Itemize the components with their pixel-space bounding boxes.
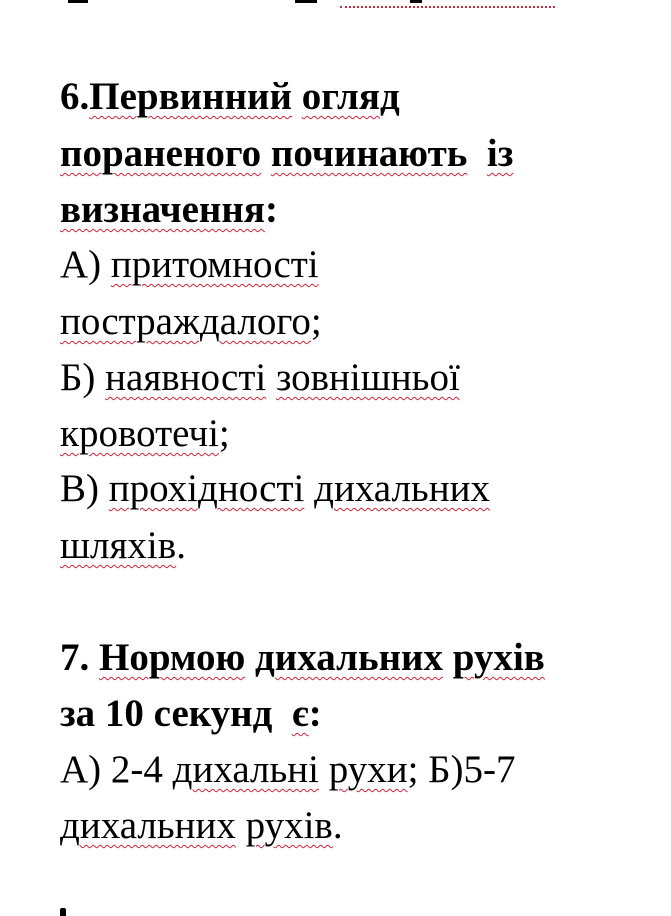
option-word: дихальних bbox=[60, 804, 236, 847]
option-word: зовнішньої bbox=[275, 356, 460, 399]
option-punctuation: . bbox=[176, 524, 186, 567]
remnant-spellcheck-underline bbox=[340, 2, 555, 8]
remnant-glyph bbox=[295, 0, 317, 3]
option-word: шляхів bbox=[60, 524, 177, 567]
title-word: Нормою bbox=[99, 636, 246, 679]
option-word: кровотечі bbox=[60, 412, 219, 455]
question-number: 6. bbox=[60, 75, 90, 118]
option-word: наявності bbox=[105, 356, 267, 399]
option-label: Б)5-7 bbox=[428, 748, 516, 791]
question-6-option-b-line-2 bbox=[60, 414, 230, 454]
question-6-option-b-line-1 bbox=[60, 358, 460, 398]
option-punctuation: . bbox=[332, 804, 343, 847]
title-word: огляд bbox=[301, 75, 400, 118]
option-word: рухів bbox=[245, 804, 333, 847]
question-number: 7. bbox=[60, 636, 90, 679]
question-6-title-line-1 bbox=[60, 77, 400, 117]
question-6-option-v-line-2 bbox=[60, 526, 186, 566]
option-word: прохідності bbox=[108, 467, 305, 510]
title-word: пораненого bbox=[60, 132, 262, 175]
option-label: В) bbox=[60, 467, 99, 510]
title-colon: : bbox=[264, 188, 278, 231]
cut-off-next-line bbox=[60, 908, 66, 916]
option-punctuation: ; bbox=[218, 412, 230, 455]
question-7-title-line-2 bbox=[60, 694, 322, 734]
option-word: постраждалого bbox=[60, 300, 311, 343]
option-punctuation: ; bbox=[310, 300, 322, 343]
option-label: А) bbox=[60, 243, 102, 286]
option-word: дихальні bbox=[172, 748, 319, 791]
remnant-glyph bbox=[68, 0, 88, 3]
question-6-title-line-2 bbox=[60, 134, 513, 174]
title-word: починають bbox=[270, 132, 468, 175]
question-7-options-line-2 bbox=[60, 806, 343, 846]
title-word: дихальних bbox=[255, 636, 444, 679]
question-6-title-line-3 bbox=[60, 190, 278, 230]
option-word: дихальних bbox=[314, 467, 490, 510]
title-word: є bbox=[291, 692, 309, 735]
title-word: рухів bbox=[452, 636, 545, 679]
title-word: визначення bbox=[60, 188, 265, 231]
title-word: із bbox=[486, 132, 514, 175]
title-word: Первинний bbox=[89, 75, 293, 118]
option-word: рухи bbox=[328, 748, 408, 791]
title-word: за 10 секунд bbox=[60, 692, 273, 735]
option-label: А) 2-4 bbox=[60, 748, 163, 791]
question-7-title-line-1 bbox=[60, 638, 545, 678]
question-6-option-v-line-1 bbox=[60, 469, 490, 509]
question-7-options-line-1 bbox=[60, 750, 516, 790]
question-6-option-a-line-2 bbox=[60, 302, 322, 342]
option-label: Б) bbox=[60, 356, 96, 399]
option-word: притомності bbox=[110, 243, 319, 286]
question-6-option-a-line-1 bbox=[60, 245, 319, 285]
title-colon: : bbox=[308, 692, 322, 735]
option-punctuation: ; bbox=[407, 748, 419, 791]
cut-off-previous-line bbox=[60, 0, 560, 8]
